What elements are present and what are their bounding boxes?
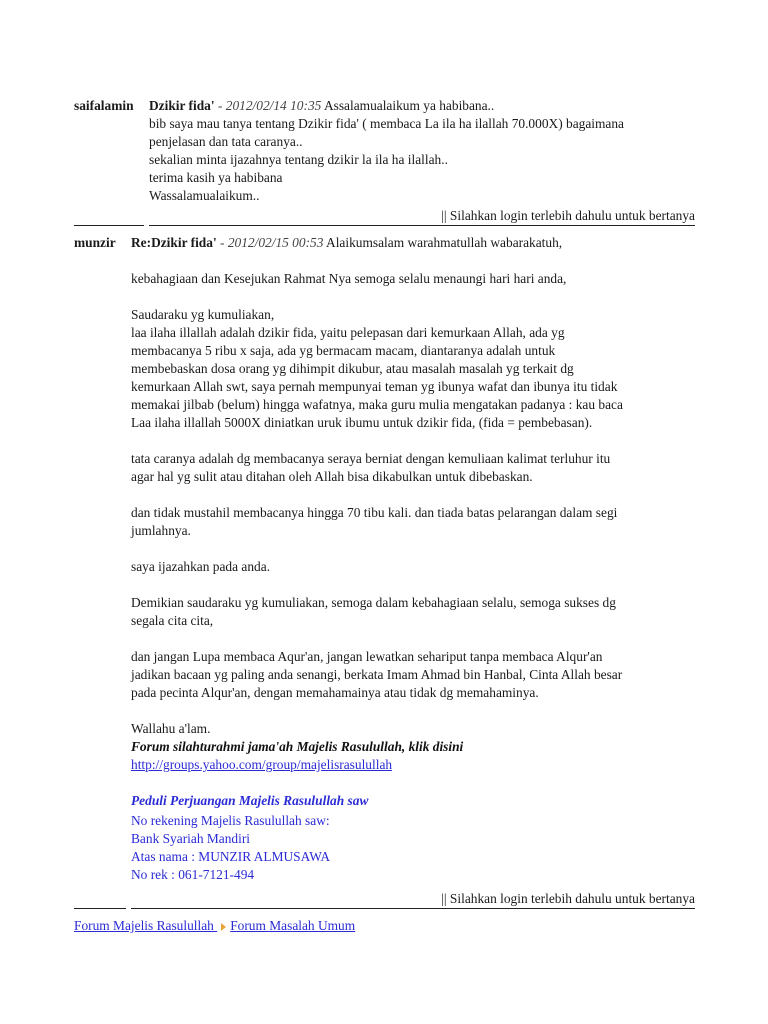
- author-divider: [74, 908, 126, 909]
- post-author: munzir: [74, 235, 116, 250]
- post-line: laa ilaha illallah adalah dzikir fida, yaitu pelepasan dari kemurkaan Allah, ada yg: [131, 325, 565, 340]
- post-line: kebahagiaan dan Kesejukan Rahmat Nya semoga selalu menaungi hari hari anda,: [131, 271, 567, 286]
- date-separator: -: [216, 235, 228, 250]
- post-header-line: [131, 234, 695, 252]
- signature-line: No rek : 061-7121-494: [131, 867, 255, 882]
- post-line: tata caranya adalah dg membacanya seraya berniat dengan kemuliaan kalimat terluhur itu: [131, 451, 611, 466]
- breadcrumb-arrow-icon: [221, 923, 226, 931]
- signature-title: Peduli Perjuangan Majelis Rasulullah saw: [131, 793, 369, 808]
- post-header-line: [149, 97, 624, 115]
- yahoo-group-link[interactable]: http://groups.yahoo.com/group/majelisrasulullah: [131, 757, 393, 772]
- post-line: Saudaraku yg kumuliakan,: [131, 307, 275, 322]
- signature-line: Bank Syariah Mandiri: [131, 831, 251, 846]
- post-line: bib saya mau tanya tentang Dzikir fida' ( membaca La ila ha ilallah 70.000X) bagaimana: [149, 116, 624, 131]
- closing-line: Wallahu a'lam.: [131, 721, 211, 736]
- post-saifalamin: [74, 97, 695, 227]
- content-divider: [131, 908, 695, 909]
- post-line: dan jangan Lupa membaca Aqur'an, jangan lewatkan sehariput tanpa membaca Alqur'an: [131, 649, 603, 664]
- post-line: sekalian minta ijazahnya tentang dzikir la ila ha ilallah..: [149, 152, 448, 167]
- post-line: agar hal yg sulit atau ditahan oleh Allah bisa dikabulkan untuk dibebaskan.: [131, 469, 533, 484]
- post-line: jumlahnya.: [131, 523, 191, 538]
- date-separator: -: [214, 98, 226, 113]
- post-line: saya ijazahkan pada anda.: [131, 559, 271, 574]
- breadcrumb-forum-masalah-umum[interactable]: Forum Masalah Umum: [230, 918, 356, 933]
- post-munzir: [74, 234, 695, 910]
- post-line: Wassalamualaikum..: [149, 188, 260, 203]
- post-line: Demikian saudaraku yg kumuliakan, semoga dalam kebahagiaan selalu, semoga sukses dg: [131, 595, 616, 610]
- forum-invite-line: Forum silahturahmi jama'ah Majelis Rasulullah, klik disini: [131, 739, 464, 754]
- post-date: 2012/02/15 00:53: [227, 235, 324, 250]
- post-line: pada pecinta Alqur'an, dengan memahamainya atau tidak dg memahaminya.: [131, 685, 539, 700]
- post-line: membebaskan dosa orang yg dihimpit dikubur, atau masalah masalah yg terkait dg: [131, 361, 574, 376]
- post-title: Re:Dzikir fida': [131, 235, 217, 250]
- signature-line: No rekening Majelis Rasulullah saw:: [131, 813, 330, 828]
- post-line: segala cita cita,: [131, 613, 214, 628]
- login-to-ask-link[interactable]: || Silahkan login terlebih dahulu untuk bertanya: [441, 891, 695, 906]
- post-body: [149, 97, 624, 205]
- post-line: membacanya 5 ribu x saja, ada yg bermacam macam, diantaranya adalah untuk: [131, 343, 556, 358]
- signature-line: Atas nama : MUNZIR ALMUSAWA: [131, 849, 331, 864]
- post-body: [131, 234, 695, 884]
- post-line: Laa ilaha illallah 5000X diniatkan uruk ibumu untuk dzikir fida, (fida = pembebasan).: [131, 415, 593, 430]
- content-divider: [149, 225, 695, 226]
- post-author: saifalamin: [74, 98, 134, 113]
- login-to-ask-link[interactable]: || Silahkan login terlebih dahulu untuk bertanya: [441, 208, 695, 223]
- post-date: 2012/02/14 10:35: [225, 98, 322, 113]
- post-line: memakai jilbab (belum) hingga wafatnya, maka guru mulia mengatakan padanya : kau baca: [131, 397, 623, 412]
- breadcrumb-forum-majelis-rasulullah[interactable]: Forum Majelis Rasulullah: [74, 918, 218, 933]
- post-title: Dzikir fida': [149, 98, 215, 113]
- post-line: jadikan bacaan yg paling anda senangi, berkata Imam Ahmad bin Hanbal, Cinta Allah besar: [131, 667, 623, 682]
- post-line: dan tidak mustahil membacanya hingga 70 tibu kali. dan tiada batas pelarangan dalam segi: [131, 505, 618, 520]
- post-line: terima kasih ya habibana: [149, 170, 283, 185]
- post-line: kemurkaan Allah swt, saya pernah mempunyai teman yg ibunya wafat dan ibunya itu tidak: [131, 379, 618, 394]
- breadcrumb: [74, 917, 355, 935]
- post-line: penjelasan dan tata caranya..: [149, 134, 303, 149]
- post-first-line: Alaikumsalam warahmatullah wabarakatuh,: [323, 235, 563, 250]
- post-first-line: Assalamualaikum ya habibana..: [321, 98, 495, 113]
- author-divider: [74, 225, 144, 226]
